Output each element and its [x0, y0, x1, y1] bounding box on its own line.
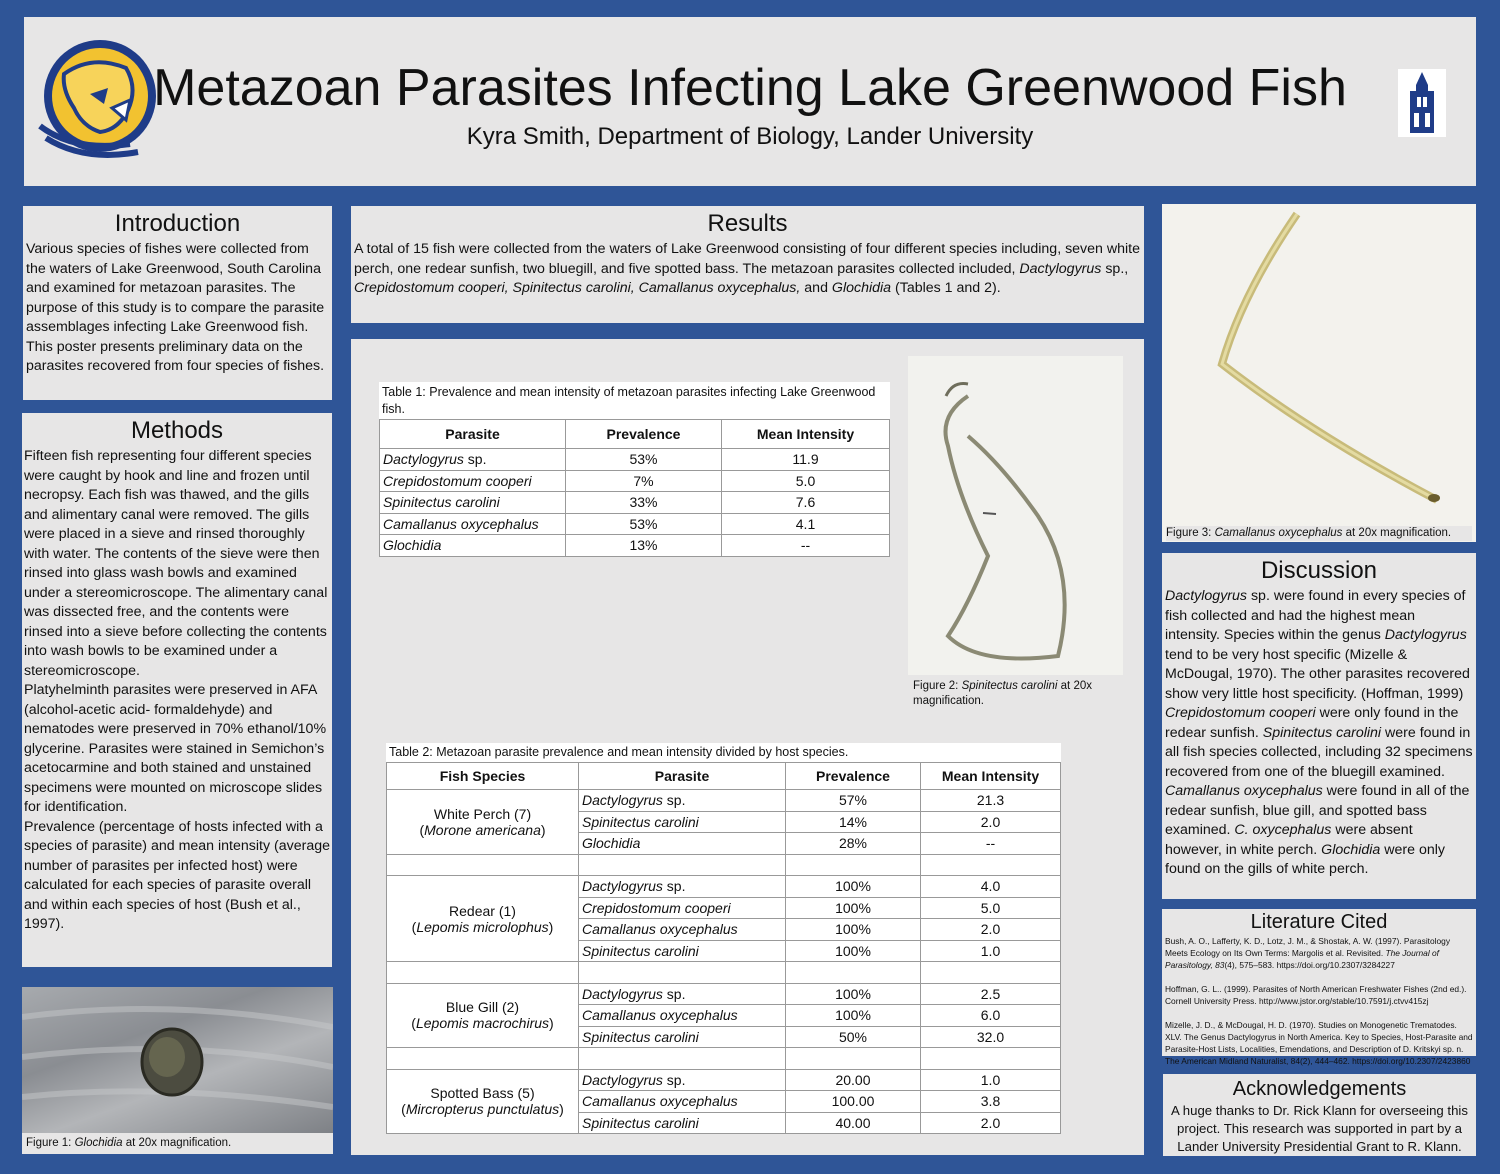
intensity-cell: 1.0	[921, 1069, 1061, 1091]
prevalence-cell: 100%	[786, 897, 921, 919]
host-cell: Spotted Bass (5) (Mircropterus punctulatus)	[387, 1069, 579, 1134]
reference-bush: Bush, A. O., Lafferty, K. D., Lotz, J. M., & Shostak, A. W. (1997). Parasitology Meets Ecology on Its Own Terms: Margolis et al. Revisited. The Journal of Parasitology, 83(4), 575–583. https://doi.org/10.2307/3284227	[1165, 936, 1451, 970]
table-header: Parasite	[579, 763, 786, 790]
table-header: Parasite	[380, 420, 566, 449]
parasite-cell: Dactylogyrus sp.	[579, 876, 786, 898]
methods-paragraph-2: Platyhelminth parasites were preserved in AFA (alcohol-acetic acid- formaldehyde) and nematodes were preserved in 70% ethanol/10% glycerine. Parasites were stained in Semichon’s acetocarmine and both stained and unstained specimens were mounted on microscope slides for identification.	[24, 682, 327, 815]
parasite-cell: Spinitectus carolini	[380, 492, 566, 514]
literature-panel	[1162, 909, 1476, 1066]
intensity-cell: 2.0	[921, 919, 1061, 941]
parasite-cell: Spinitectus carolini	[579, 1112, 786, 1134]
methods-panel	[22, 413, 332, 967]
intensity-cell: 2.5	[921, 983, 1061, 1005]
intensity-cell: --	[921, 833, 1061, 855]
prevalence-cell: 100%	[786, 1005, 921, 1027]
parasite-cell: Camallanus oxycephalus	[380, 513, 566, 535]
prevalence-cell: 14%	[786, 811, 921, 833]
parasite-cell: Dactylogyrus sp.	[579, 790, 786, 812]
intensity-cell: 11.9	[722, 449, 890, 471]
intensity-cell: 21.3	[921, 790, 1061, 812]
intensity-cell: 32.0	[921, 1026, 1061, 1048]
table-2	[386, 743, 1061, 1134]
poster-author: Kyra Smith, Department of Biology, Lander University	[466, 123, 1034, 150]
results-heading: Results	[707, 210, 788, 237]
prevalence-cell: 57%	[786, 790, 921, 812]
acknowledgements-panel	[1163, 1074, 1476, 1156]
acknowledgements-text: A huge thanks to Dr. Rick Klann for overseeing this project. This research was supported in part by a Lander University Presidential Grant to R. Klann.	[1171, 1103, 1468, 1154]
table-row	[380, 535, 890, 557]
table-2-caption: Table 2: Metazoan parasite prevalence and mean intensity divided by host species.	[386, 743, 1061, 762]
university-tower-logo	[1398, 69, 1446, 137]
parasite-cell: Dactylogyrus sp.	[579, 983, 786, 1005]
spacer-row	[387, 854, 1061, 876]
table-1-grid	[379, 419, 890, 557]
table-header: Prevalence	[566, 420, 722, 449]
prevalence-cell: 13%	[566, 535, 722, 557]
table-1-caption: Table 1: Prevalence and mean intensity of metazoan parasites infecting Lake Greenwood fish.	[379, 382, 890, 419]
intensity-cell: 2.0	[921, 811, 1061, 833]
figure-3-panel	[1162, 204, 1476, 542]
spacer-row	[387, 1048, 1061, 1070]
table-row	[387, 790, 1061, 812]
table-header: Mean Intensity	[921, 763, 1061, 790]
prevalence-cell: 20.00	[786, 1069, 921, 1091]
prevalence-cell: 53%	[566, 513, 722, 535]
prevalence-cell: 100%	[786, 919, 921, 941]
intensity-cell: 5.0	[921, 897, 1061, 919]
table-row	[380, 470, 890, 492]
intensity-cell: 6.0	[921, 1005, 1061, 1027]
reference-mizelle: Mizelle, J. D., & McDougal, H. D. (1970). Studies on Monogenetic Trematodes. XLV. The Genus Dactylogyrus in North America. Key to Species, Host-Parasite and Parasite-Host Lists, Localities, Emendations, and Description of D. Kritskyi sp. n. The American Midland Naturalist, 84(2), 444–462. https://doi.org/10.2307/2423860	[1165, 1020, 1473, 1066]
parasite-cell: Spinitectus carolini	[579, 1026, 786, 1048]
camallanus-photo	[1162, 204, 1476, 522]
introduction-heading: Introduction	[114, 210, 241, 237]
host-cell: Blue Gill (2) (Lepomis macrochirus)	[387, 983, 579, 1048]
host-cell: White Perch (7) (Morone americana)	[387, 790, 579, 855]
parasite-cell: Camallanus oxycephalus	[579, 1091, 786, 1113]
prevalence-cell: 40.00	[786, 1112, 921, 1134]
prevalence-cell: 100%	[786, 876, 921, 898]
reference-hoffman: Hoffman, G. L.. (1999). Parasites of North American Freshwater Fishes (2nd ed.). Cornell University Press. http://www.jstor.org/stable/10.7591/j.ctvv415zj	[1165, 984, 1467, 1006]
table-row	[380, 449, 890, 471]
tables-panel	[351, 339, 1144, 1155]
discussion-text: Dactylogyrus sp. were found in every species of fish collected and had the highest mean intensity. Species within the genus Dactylogyrus tend to be very host specific (Mizelle & McDougal, 1970). The other parasites recovered show very little host specificity. (Hoffman, 1999) Crepidostomum cooperi were only found in the redear sunfish. Spinitectus carolini were found in all fish species collected, including 32 specimens recovered from one of the bluegill examined. Camallanus oxycephalus were found in all of the redear sunfish, blue gill, and spotted bass examined. C. oxycephalus were absent however, in white perch. Glochidia were only found on the gills of white perch.	[1165, 588, 1473, 877]
figure-1-caption: Figure 1: Glochidia at 20x magnification.	[26, 1137, 232, 1149]
acknowledgements-heading: Acknowledgements	[1232, 1078, 1407, 1100]
table-row	[380, 492, 890, 514]
prevalence-cell: 100.00	[786, 1091, 921, 1113]
table-header: Mean Intensity	[722, 420, 890, 449]
table-row	[387, 876, 1061, 898]
prevalence-cell: 28%	[786, 833, 921, 855]
introduction-panel	[23, 206, 332, 400]
prevalence-cell: 50%	[786, 1026, 921, 1048]
table-row	[380, 513, 890, 535]
prevalence-cell: 100%	[786, 983, 921, 1005]
intensity-cell: 4.0	[921, 876, 1061, 898]
prevalence-cell: 33%	[566, 492, 722, 514]
results-panel	[351, 206, 1144, 323]
intensity-cell: 3.8	[921, 1091, 1061, 1113]
literature-heading: Literature Cited	[1250, 911, 1388, 933]
introduction-text: Various species of fishes were collected from the waters of Lake Greenwood, South Carolina and examined for metazoan parasites. The purpose of this study is to compare the parasite assemblages infecting Lake Greenwood fish. This poster presents preliminary data on the parasites recovered from four species of fishes.	[26, 241, 325, 374]
parasite-cell: Spinitectus carolini	[579, 811, 786, 833]
parasite-cell: Camallanus oxycephalus	[579, 1005, 786, 1027]
parasite-cell: Camallanus oxycephalus	[579, 919, 786, 941]
intensity-cell: 4.1	[722, 513, 890, 535]
methods-heading: Methods	[130, 417, 224, 444]
parasite-cell: Crepidostomum cooperi	[380, 470, 566, 492]
parasite-cell: Dactylogyrus sp.	[579, 1069, 786, 1091]
table-header: Fish Species	[387, 763, 579, 790]
prevalence-cell: 100%	[786, 940, 921, 962]
parasite-cell: Dactylogyrus sp.	[380, 449, 566, 471]
spinitectus-photo	[908, 356, 1123, 675]
table-header: Prevalence	[786, 763, 921, 790]
parasite-cell: Spinitectus carolini	[579, 940, 786, 962]
figure-2-caption: Figure 2: Spinitectus carolini at 20x magnification.	[913, 680, 1092, 707]
table-1	[379, 382, 890, 557]
figure-1-panel	[22, 987, 333, 1154]
prevalence-cell: 7%	[566, 470, 722, 492]
parasite-cell: Glochidia	[579, 833, 786, 855]
title-banner	[24, 17, 1476, 186]
methods-paragraph-3: Prevalence (percentage of hosts infected with a species of parasite) and mean intensity (average number of parasites per infected host) were calculated for each species of parasite overall and within each species of host (Bush et al., 1997).	[24, 818, 330, 932]
intensity-cell: 7.6	[722, 492, 890, 514]
table-row	[387, 1069, 1061, 1091]
intensity-cell: 2.0	[921, 1112, 1061, 1134]
figure-3-caption: Figure 3: Camallanus oxycephalus at 20x magnification.	[1166, 526, 1472, 541]
intensity-cell: 5.0	[722, 470, 890, 492]
intensity-cell: --	[722, 535, 890, 557]
prevalence-cell: 53%	[566, 449, 722, 471]
poster-title: Metazoan Parasites Infecting Lake Greenwood Fish	[153, 59, 1347, 117]
discussion-panel	[1162, 553, 1476, 899]
parasite-cell: Glochidia	[380, 535, 566, 557]
results-text: A total of 15 fish were collected from the waters of Lake Greenwood consisting of four different species including, seven white perch, one redear sunfish, two bluegill, and five spotted bass. The metazoan parasites collected included, Dactylogyrus sp., Crepidostomum cooperi, Spinitectus carolini, Camallanus oxycephalus, and Glochidia (Tables 1 and 2).	[354, 241, 1140, 296]
table-row	[387, 983, 1061, 1005]
host-cell: Redear (1) (Lepomis microlophus)	[387, 876, 579, 962]
methods-paragraph-1: Fifteen fish representing four different species were caught by hook and line and frozen until necropsy. Each fish was thawed, and the gills and alimentary canal were removed. The gills were placed in a sieve and rinsed thoroughly with water. The contents of the sieve were then rinsed into glass wash bowls and examined under a stereomicroscope. The alimentary canal was dissected free, and the contents were rinsed into a sieve before collecting the contents into wash bowls to be examined under a stereomicroscope.	[24, 448, 328, 679]
glochidia-photo	[22, 987, 333, 1133]
table-2-grid	[386, 762, 1061, 1134]
discussion-heading: Discussion	[1260, 557, 1378, 584]
parasite-cell: Crepidostomum cooperi	[579, 897, 786, 919]
intensity-cell: 1.0	[921, 940, 1061, 962]
spacer-row	[387, 962, 1061, 984]
